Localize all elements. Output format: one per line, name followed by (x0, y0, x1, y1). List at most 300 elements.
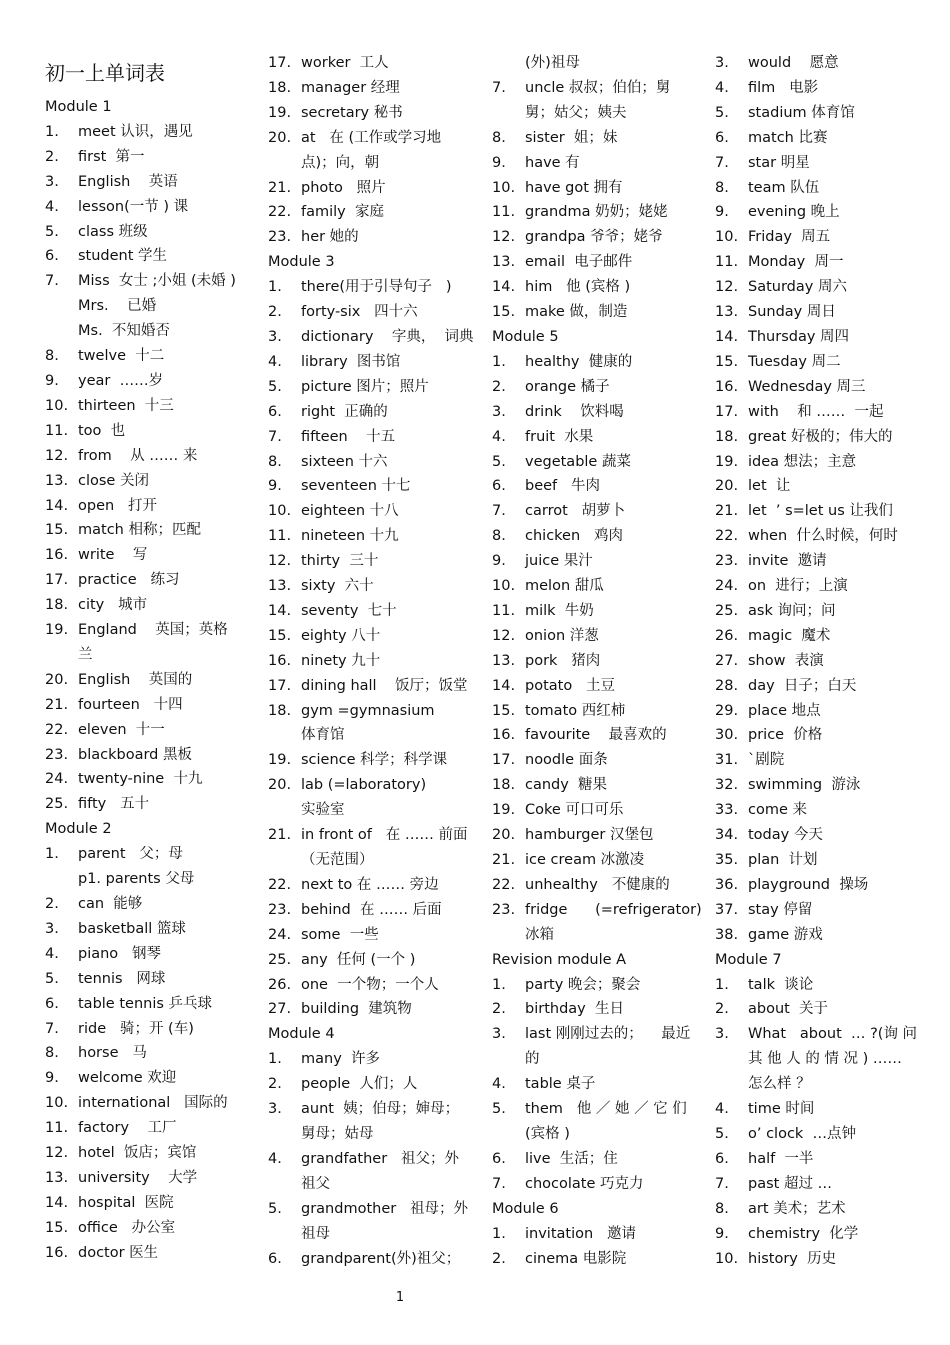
entry-text: international 国际的 (78, 1095, 228, 1112)
word-entry (492, 873, 702, 898)
entry-text: lesson(一节 ) 课 (78, 198, 189, 215)
entry-number: 10. (492, 578, 516, 595)
word-entry (45, 319, 255, 344)
word-entry (715, 200, 925, 225)
entry-number: 4. (45, 945, 59, 962)
entry-text: city 城市 (78, 597, 148, 614)
entry-text: sixteen 十六 (301, 453, 388, 470)
entry-text: hamburger 汉堡包 (525, 827, 654, 844)
entry-number: 10. (715, 1250, 739, 1267)
entry-number: 9. (492, 553, 506, 570)
word-entry (715, 225, 925, 250)
word-entry (45, 269, 255, 294)
entry-text: student 学生 (78, 248, 168, 265)
entry-text: onion 洋葱 (525, 627, 599, 644)
entry-text: invitation 邀请 (525, 1225, 637, 1242)
word-entry (715, 674, 925, 699)
word-entry (715, 126, 925, 151)
entry-text: talk 谈论 (748, 976, 814, 993)
entry-text: behind 在 …… 后面 (301, 901, 442, 918)
entry-number: 21. (268, 827, 292, 844)
entry-text: Sunday 周日 (748, 304, 836, 321)
entry-number: 11. (492, 204, 516, 221)
entry-text: potato 土豆 (525, 677, 616, 694)
entry-number: 25. (268, 951, 292, 968)
word-entry (715, 1022, 925, 1097)
entry-text: swimming 游泳 (748, 777, 861, 794)
entry-number: 18. (268, 702, 292, 719)
entry-text: can 能够 (78, 896, 143, 912)
entry-text: factory 工厂 (78, 1120, 177, 1137)
entry-text: let 让 (748, 478, 791, 495)
word-entry (268, 973, 478, 998)
word-entry (268, 450, 478, 475)
word-entry (45, 1216, 255, 1241)
word-entry (268, 1047, 478, 1072)
entry-number: 8. (715, 179, 729, 196)
entry-text: past 超过 … (748, 1175, 833, 1192)
word-column-1 (45, 51, 255, 1266)
entry-number: 16. (45, 1244, 69, 1261)
entry-number: 1. (715, 976, 729, 993)
word-entry (268, 699, 478, 749)
word-entry (715, 1122, 925, 1147)
entry-text: thirteen 十三 (78, 397, 174, 414)
entry-number: 2. (45, 148, 59, 165)
word-entry (45, 394, 255, 419)
entry-number: 22. (492, 876, 516, 893)
word-entry (492, 425, 702, 450)
entry-text: class 班级 (78, 223, 148, 240)
entry-number: 5. (715, 1125, 729, 1142)
word-entry (715, 723, 925, 748)
word-entry (45, 917, 255, 942)
entry-text: chocolate 巧克力 (525, 1175, 644, 1192)
entry-text: hotel 饭店；宾馆 (78, 1145, 197, 1162)
entry-text: secretary 秘书 (301, 104, 403, 121)
entry-text: table 桌子 (525, 1076, 596, 1093)
entry-number: 8. (45, 1045, 59, 1062)
entry-text: worker 工人 (301, 55, 389, 71)
entry-number: 20. (492, 827, 516, 844)
entry-text: when 什么时候，何时 (748, 528, 898, 545)
word-entry (268, 474, 478, 499)
entry-text: photo 照片 (301, 179, 386, 196)
entry-text: What about … ?(询 问 其 他 人 的 情 况 ) …… 怎么样 ？ (748, 1026, 918, 1093)
word-entry (45, 942, 255, 967)
entry-text: many 许多 (301, 1051, 380, 1068)
entry-number: 7. (268, 428, 282, 445)
word-entry (45, 294, 255, 319)
entry-number: 15. (492, 304, 516, 321)
word-entry (268, 997, 478, 1022)
word-entry (492, 723, 702, 748)
entry-text: family 家庭 (301, 204, 384, 221)
word-entry (45, 568, 255, 593)
word-entry (45, 494, 255, 519)
entry-text: place 地点 (748, 702, 821, 719)
word-entry (715, 624, 925, 649)
entry-number: 4. (492, 1076, 506, 1093)
entry-number: 15. (715, 353, 739, 370)
word-entry (492, 823, 702, 848)
entry-number: 23. (492, 901, 516, 918)
entry-text: have 有 (525, 154, 580, 171)
entry-number: 1. (492, 353, 506, 370)
entry-number: 12. (715, 279, 739, 296)
entry-number: 11. (45, 1120, 69, 1137)
word-entry (715, 76, 925, 101)
word-entry (715, 524, 925, 549)
entry-text: evening 晚上 (748, 204, 840, 221)
entry-text: time 时间 (748, 1101, 815, 1118)
entry-text: show 表演 (748, 652, 824, 669)
entry-number: 16. (715, 378, 739, 395)
entry-text: eighteen 十八 (301, 503, 399, 520)
entry-number: 4. (715, 1101, 729, 1118)
entry-number: 1. (268, 279, 282, 296)
entry-number: 15. (45, 1219, 69, 1236)
word-entry (45, 543, 255, 568)
word-entry (268, 1147, 478, 1197)
entry-text: healthy 健康的 (525, 353, 633, 370)
entry-text: live 生活；住 (525, 1150, 618, 1167)
word-entry (45, 518, 255, 543)
entry-number: 28. (715, 677, 739, 694)
word-entry (268, 176, 478, 201)
word-entry (715, 773, 925, 798)
word-column-4 (715, 51, 925, 1271)
entry-text: Mrs. 已婚 (78, 298, 157, 315)
page-title: 初一上单词表 (45, 61, 165, 85)
word-entry (45, 195, 255, 220)
entry-number: 22. (45, 721, 69, 738)
entry-number: 23. (715, 553, 739, 570)
word-entry (45, 120, 255, 145)
word-entry (492, 350, 702, 375)
entry-text: juice 果汁 (525, 553, 593, 570)
entry-number: 2. (268, 1076, 282, 1093)
word-entry (492, 973, 702, 998)
entry-number: 3. (715, 1026, 729, 1043)
word-entry (715, 400, 925, 425)
entry-number: 6. (492, 478, 506, 495)
entry-text: parent 父；母 (78, 846, 183, 863)
word-entry (492, 848, 702, 873)
entry-text: horse 马 (78, 1045, 147, 1062)
entry-number: 14. (492, 279, 516, 296)
word-entry (268, 275, 478, 300)
entry-text: Miss 女士 ;小姐 (未婚 ) (78, 273, 236, 290)
entry-text: grandma 奶奶；姥姥 (525, 204, 668, 221)
entry-text: thirty 三十 (301, 553, 379, 570)
entry-text: basketball 篮球 (78, 920, 186, 937)
entry-text: ninety 九十 (301, 652, 381, 669)
entry-text: playground 操场 (748, 876, 869, 893)
entry-number: 14. (45, 1194, 69, 1211)
word-entry (45, 593, 255, 618)
entry-text: right 正确的 (301, 403, 388, 420)
entry-number: 24. (45, 771, 69, 788)
entry-text: blackboard 黑板 (78, 746, 192, 763)
word-entry (492, 1247, 702, 1272)
word-entry (268, 225, 478, 250)
entry-text: eighty 八十 (301, 627, 381, 644)
entry-number: 19. (492, 802, 516, 819)
word-entry (45, 1041, 255, 1066)
word-entry (45, 419, 255, 444)
word-entry (492, 400, 702, 425)
entry-text: fifteen 十五 (301, 428, 396, 445)
entry-text: grandmother 祖母；外 祖母 (301, 1200, 469, 1242)
entry-text: come 来 (748, 802, 807, 819)
entry-text: pork 猪肉 (525, 652, 601, 669)
entry-text: building 建筑物 (301, 1001, 412, 1018)
entry-number: 9. (268, 478, 282, 495)
entry-number: 18. (268, 79, 292, 96)
page-number: 1 (395, 1290, 405, 1305)
word-entry (268, 375, 478, 400)
entry-text: grandparent(外)祖父； (301, 1250, 461, 1267)
entry-text: orange 橘子 (525, 378, 610, 395)
entry-number: 22. (268, 876, 292, 893)
word-entry (268, 948, 478, 973)
entry-number: 3. (268, 1101, 282, 1118)
word-entry (268, 823, 478, 873)
entry-number: 13. (492, 652, 516, 669)
entry-number: 27. (715, 652, 739, 669)
entry-text: idea 想法；主意 (748, 453, 857, 470)
entry-number: 36. (715, 876, 739, 893)
entry-number (492, 51, 525, 76)
entry-number: 11. (45, 422, 69, 439)
entry-text: match 相称；匹配 (78, 522, 201, 539)
entry-text: twelve 十二 (78, 348, 165, 365)
entry-number: 8. (492, 528, 506, 545)
entry-number: 27. (268, 1001, 292, 1018)
entry-text: birthday 生日 (525, 1001, 624, 1018)
entry-number: 17. (45, 572, 69, 589)
entry-text: film 电影 (748, 79, 819, 96)
entry-number: 5. (268, 1200, 282, 1217)
entry-number: 38. (715, 926, 739, 943)
entry-text: any 任何 (一个 ) (301, 951, 416, 968)
entry-number: 25. (715, 602, 739, 619)
entry-text: `剧院 (748, 752, 785, 769)
word-entry (715, 923, 925, 948)
entry-number: 1. (492, 1225, 506, 1242)
word-entry (45, 792, 255, 817)
word-entry (715, 549, 925, 574)
entry-text: him 他 (宾格 ) (525, 279, 631, 296)
entry-text: team 队伍 (748, 179, 820, 196)
word-entry (268, 1072, 478, 1097)
entry-text: library 图书馆 (301, 353, 401, 370)
entry-number: 25. (45, 796, 69, 813)
entry-number: 7. (492, 79, 506, 96)
entry-text: Thursday 周四 (748, 328, 850, 345)
entry-number: 11. (268, 528, 292, 545)
word-entry (492, 51, 702, 76)
word-entry (492, 176, 702, 201)
word-entry (45, 718, 255, 743)
word-entry (268, 773, 478, 823)
entry-number: 2. (268, 304, 282, 321)
word-entry (45, 992, 255, 1017)
word-entry (492, 798, 702, 823)
entry-number: 3. (45, 920, 59, 937)
entry-text: invite 邀请 (748, 553, 827, 570)
word-entry (492, 151, 702, 176)
entry-number: 20. (45, 671, 69, 688)
entry-text: day 日子；白天 (748, 677, 857, 694)
entry-text: art 美术；艺术 (748, 1200, 846, 1217)
word-entry (492, 773, 702, 798)
word-entry (715, 350, 925, 375)
entry-text: ask 询问；问 (748, 602, 836, 619)
entry-number: 14. (268, 602, 292, 619)
word-entry (45, 170, 255, 195)
word-entry (45, 145, 255, 170)
entry-number: 7. (715, 1175, 729, 1192)
word-entry (45, 1091, 255, 1116)
entry-number: 21. (45, 696, 69, 713)
entry-number: 10. (715, 229, 739, 246)
entry-text: with 和 …… 一起 (748, 403, 884, 420)
entry-text: fifty 五十 (78, 796, 150, 813)
entry-text: lab (=laboratory) 实验室 (301, 777, 427, 819)
word-entry (715, 898, 925, 923)
entry-text: half 一半 (748, 1150, 814, 1167)
word-entry (715, 973, 925, 998)
entry-number: 6. (715, 1150, 729, 1167)
entry-text: noodle 面条 (525, 752, 608, 769)
entry-number: 6. (45, 248, 59, 265)
word-entry (492, 549, 702, 574)
word-column-2 (268, 51, 478, 1271)
entry-number: 1. (268, 1051, 282, 1068)
word-entry (715, 300, 925, 325)
entry-text: melon 甜瓜 (525, 578, 604, 595)
entry-text: grandpa 爷爷；姥爷 (525, 229, 663, 246)
entry-number: 19. (268, 104, 292, 121)
entry-text: beef 牛肉 (525, 478, 600, 495)
entry-number: 26. (715, 627, 739, 644)
word-entry (45, 668, 255, 693)
word-entry (45, 967, 255, 992)
entry-text: sixty 六十 (301, 578, 374, 595)
entry-text: party 晚会；聚会 (525, 976, 641, 993)
entry-text: meet 认识，遇见 (78, 123, 193, 140)
entry-text: drink 饮料喝 (525, 403, 624, 420)
word-column-3 (492, 51, 702, 1271)
entry-number: 1. (45, 123, 59, 140)
entry-number: 6. (268, 1250, 282, 1267)
word-entry (268, 350, 478, 375)
word-entry (45, 1017, 255, 1042)
entry-number: 15. (268, 627, 292, 644)
entry-number: 22. (715, 528, 739, 545)
word-entry (715, 1247, 925, 1272)
entry-number: 23. (268, 901, 292, 918)
entry-number: 10. (268, 503, 292, 520)
entry-number: 8. (492, 129, 506, 146)
entry-number: 3. (715, 55, 729, 71)
word-entry (492, 76, 702, 126)
entry-text: about 关于 (748, 1001, 829, 1018)
entry-text: welcome 欢迎 (78, 1070, 177, 1087)
entry-number: 30. (715, 727, 739, 744)
word-entry (492, 126, 702, 151)
word-entry (492, 375, 702, 400)
entry-number: 3. (492, 403, 506, 420)
word-entry (492, 1072, 702, 1097)
entry-number (45, 294, 78, 319)
entry-number: 5. (268, 378, 282, 395)
entry-number: 19. (45, 622, 69, 639)
entry-number: 3. (268, 328, 282, 345)
entry-number: 4. (268, 1150, 282, 1167)
entry-number: 17. (715, 403, 739, 420)
entry-number: 3. (45, 173, 59, 190)
entry-number: 23. (45, 746, 69, 763)
entry-number: 12. (492, 229, 516, 246)
entry-text: match 比赛 (748, 129, 828, 146)
module-heading: Module 3 (268, 254, 335, 271)
entry-number: 6. (715, 129, 729, 146)
entry-number: 5. (45, 223, 59, 240)
word-entry (715, 450, 925, 475)
word-entry (268, 574, 478, 599)
word-entry (268, 400, 478, 425)
word-entry (45, 693, 255, 718)
entry-number: 20. (268, 777, 292, 794)
entry-text: Friday 周五 (748, 229, 831, 246)
entry-number: 2. (492, 378, 506, 395)
entry-number: 2. (492, 1001, 506, 1018)
module-heading: Module 5 (492, 328, 559, 345)
entry-text: star 明星 (748, 154, 810, 171)
entry-text: uncle 叔叔；伯伯；舅 舅；姑父；姨夫 (525, 79, 671, 121)
word-entry (715, 848, 925, 873)
entry-text: carrot 胡萝卜 (525, 503, 626, 520)
entry-number: 19. (268, 752, 292, 769)
entry-number: 24. (268, 926, 292, 943)
entry-number: 2. (492, 1250, 506, 1267)
word-entry (45, 767, 255, 792)
word-entry (45, 1241, 255, 1266)
entry-text: English 英国的 (78, 671, 193, 688)
entry-number: 37. (715, 901, 739, 918)
entry-number: 24. (715, 578, 739, 595)
word-entry (268, 1197, 478, 1247)
entry-text: forty-six 四十六 (301, 304, 418, 321)
entry-text: Coke 可口可乐 (525, 802, 624, 819)
word-entry (492, 499, 702, 524)
word-entry (268, 624, 478, 649)
word-entry (492, 649, 702, 674)
entry-number: 5. (492, 1101, 506, 1118)
entry-text: them 他 ／ 她 ／ 它 们 (宾格 ) (525, 1101, 687, 1142)
entry-text: seventy 七十 (301, 602, 397, 619)
entry-text: Tuesday 周二 (748, 353, 841, 370)
entry-text: eleven 十一 (78, 721, 165, 738)
word-entry (492, 225, 702, 250)
entry-text: plan 计划 (748, 852, 818, 868)
word-entry (45, 1141, 255, 1166)
word-entry (268, 923, 478, 948)
entry-text: Ms. 不知婚否 (78, 323, 170, 340)
